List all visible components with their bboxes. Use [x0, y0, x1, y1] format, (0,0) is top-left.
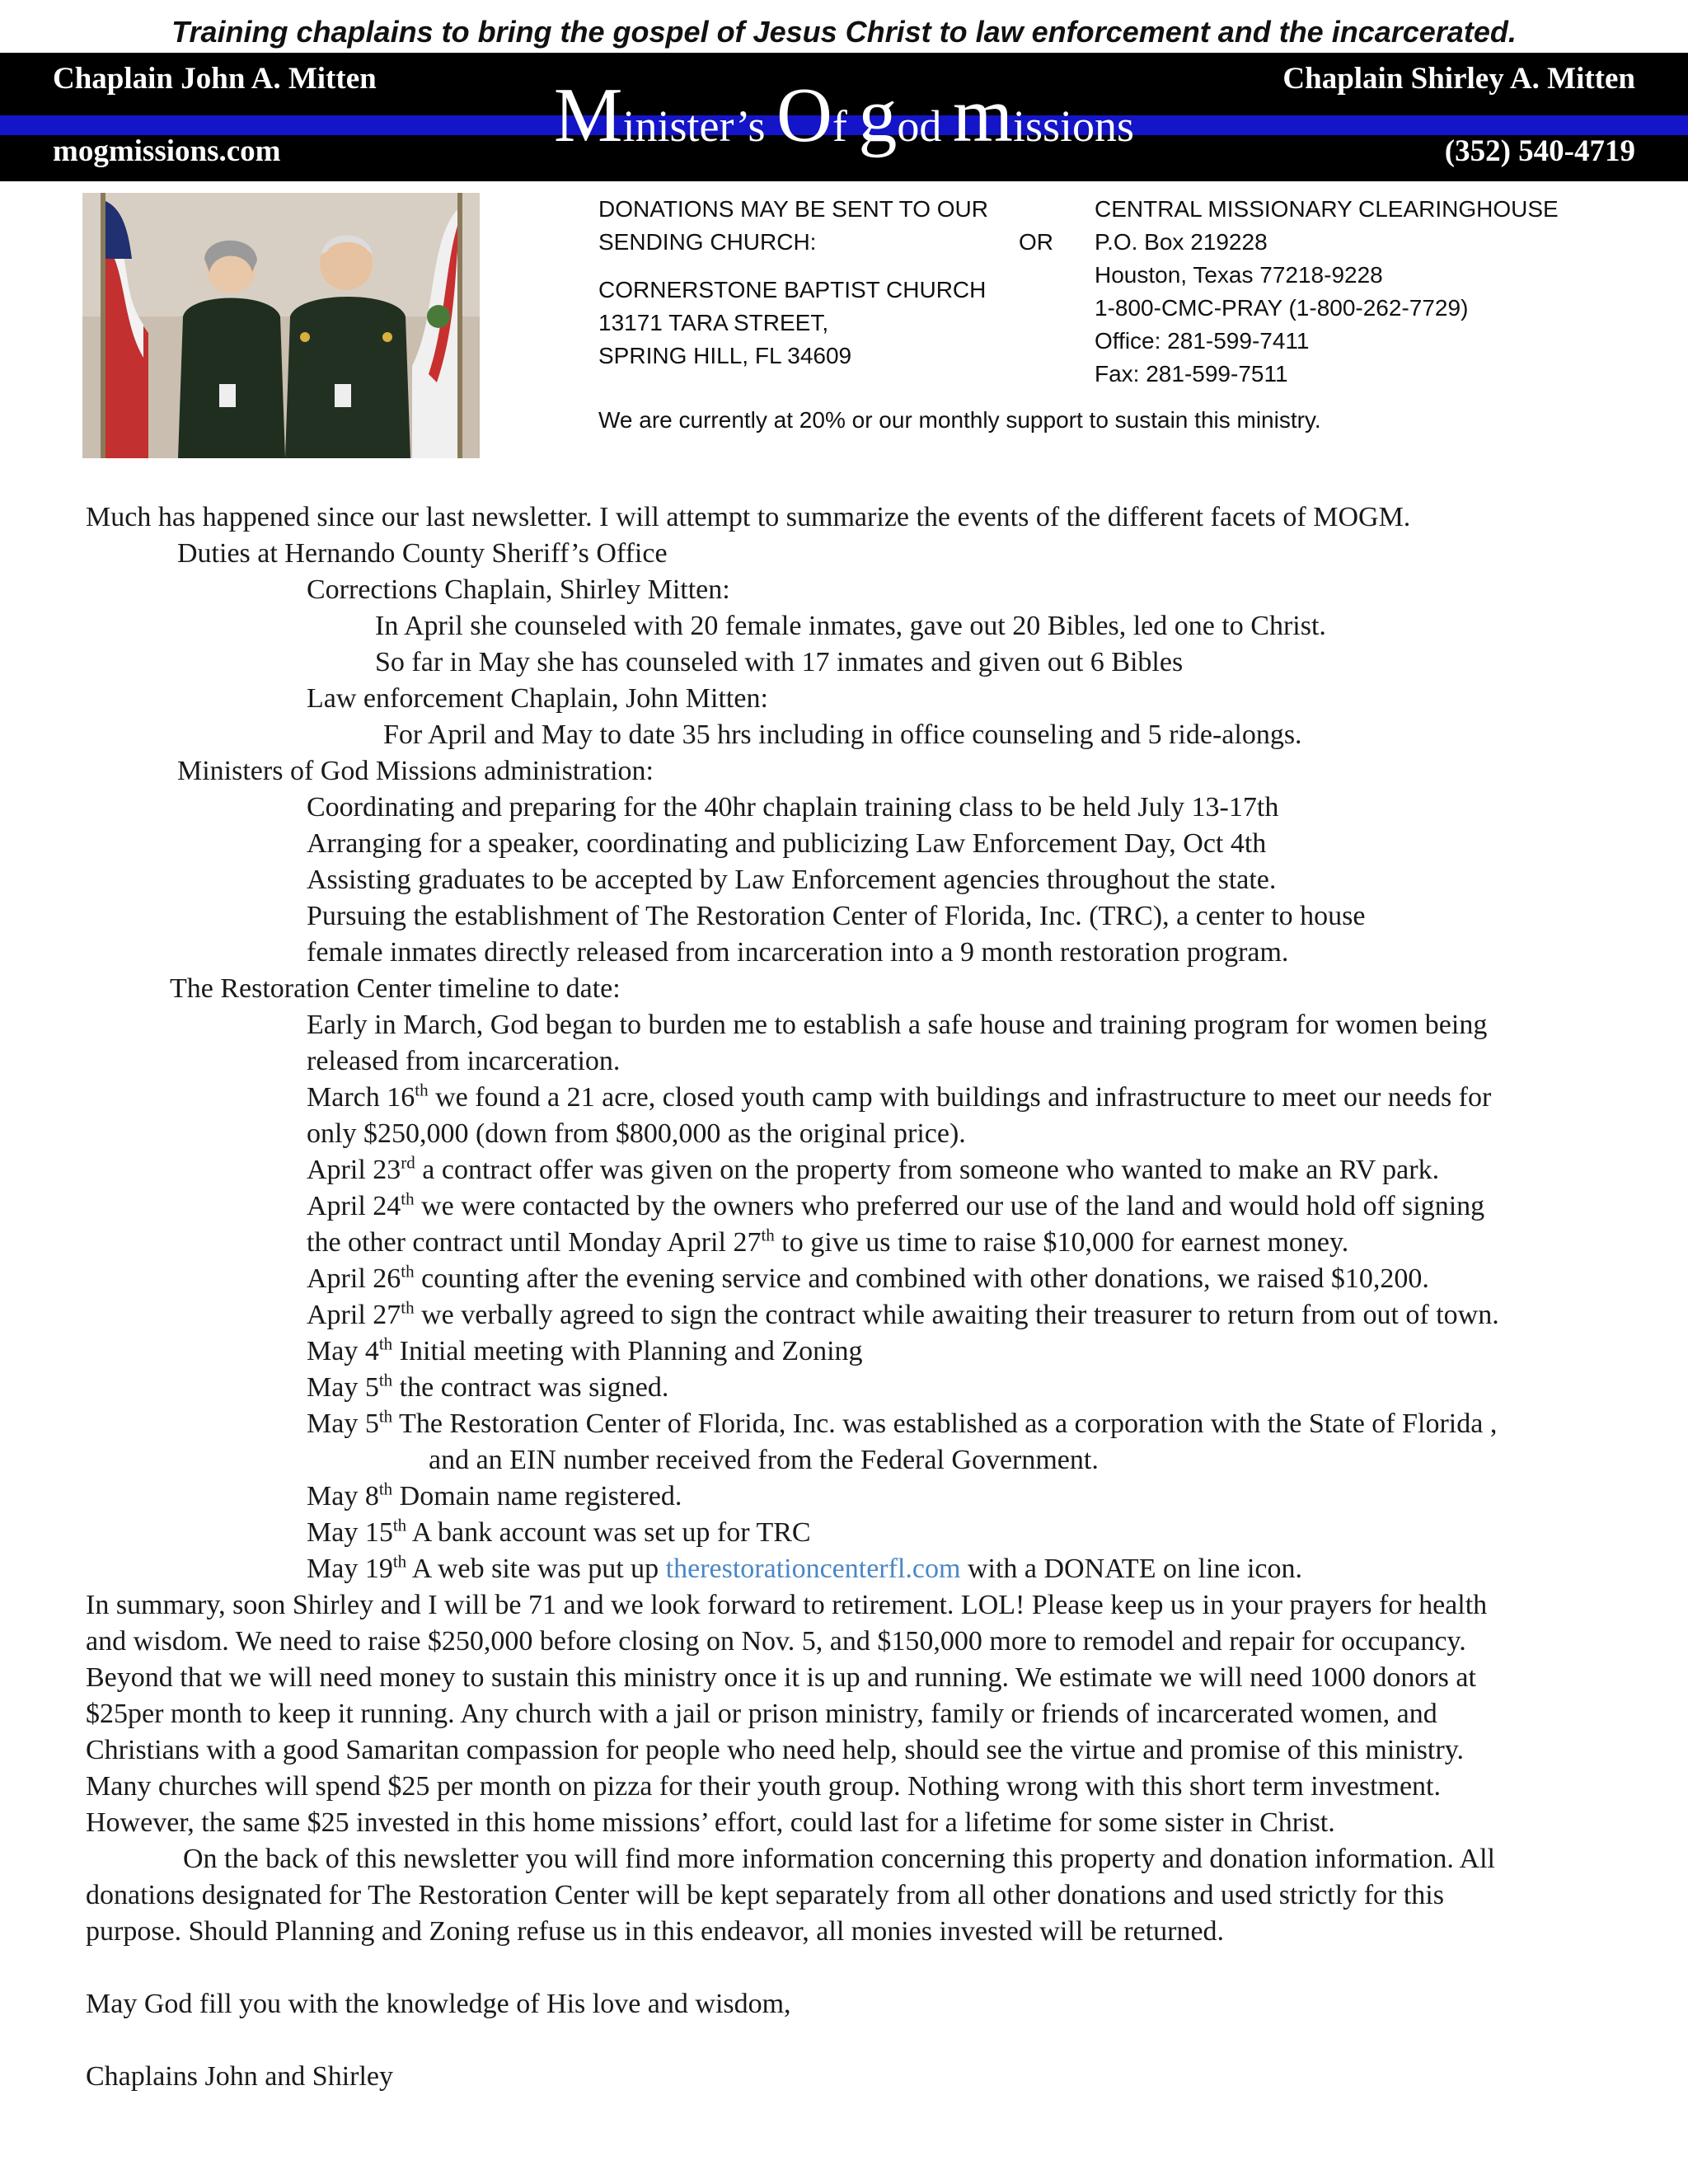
- chaplains-photo-image: [82, 193, 480, 458]
- clearinghouse-po-box: P.O. Box 219228: [1095, 229, 1268, 255]
- back-page-line: purpose. Should Planning and Zoning refuse us in this endeavor, all monies invested will be returned.: [86, 1916, 1225, 1947]
- duties-heading: Duties at Hernando County Sheriff’s Office: [177, 538, 668, 569]
- timeline-item: May 5th the contract was signed.: [307, 1370, 669, 1403]
- timeline-item: April 26th counting after the evening service and combined with other donations, we raised $10,200.: [307, 1261, 1429, 1294]
- timeline-item-cont: released from incarceration.: [307, 1046, 621, 1076]
- header-banner: [0, 53, 1688, 181]
- admin-line-1: Coordinating and preparing for the 40hr chaplain training class to be held July 13-17th: [307, 792, 1279, 823]
- summary-line: Many churches will spend $25 per month on pizza for their youth group. Nothing wrong with this short term investment.: [86, 1771, 1442, 1802]
- summary-line: and wisdom. We need to raise $250,000 before closing on Nov. 5, and $150,000 more to remodel and repair for occupancy.: [86, 1626, 1466, 1657]
- admin-line-3: Assisting graduates to be accepted by Law Enforcement agencies throughout the state.: [307, 865, 1277, 895]
- timeline-item: May 8th Domain name registered.: [307, 1479, 682, 1511]
- timeline-item: May 19th A web site was put up therestorationcenterfl.com with a DONATE on line icon.: [307, 1551, 1302, 1584]
- admin-line-4a: Pursuing the establishment of The Restoration Center of Florida, Inc. (TRC), a center to house: [307, 901, 1366, 931]
- sending-church-info: [598, 193, 1027, 373]
- church-street: 13171 TARA STREET,: [598, 310, 829, 335]
- timeline-item: April 24th we were contacted by the owners who preferred our use of the land and would hold off signing: [307, 1188, 1485, 1221]
- chaplains-photo: [82, 193, 480, 458]
- law-enforcement-heading: Law enforcement Chaplain, John Mitten:: [307, 683, 768, 714]
- summary-line: In summary, soon Shirley and I will be 71 and we look forward to retirement. LOL! Please keep us in your prayers for health: [86, 1590, 1488, 1620]
- admin-line-2: Arranging for a speaker, coordinating and publicizing Law Enforcement Day, Oct 4th: [307, 828, 1267, 859]
- mission-tagline: Training chaplains to bring the gospel of Jesus Christ to law enforcement and the incarcerated.: [171, 15, 1517, 49]
- restoration-center-website-link[interactable]: therestorationcenterfl.com: [665, 1554, 961, 1584]
- website-link[interactable]: mogmissions.com: [53, 134, 281, 168]
- timeline-item: April 27th we verbally agreed to sign the contract while awaiting their treasurer to return from out of town.: [307, 1297, 1499, 1330]
- clearinghouse-office-phone: Office: 281-599-7411: [1095, 328, 1310, 354]
- corrections-line-1: In April she counseled with 20 female inmates, gave out 20 Bibles, led one to Christ.: [375, 611, 1326, 641]
- summary-line: Beyond that we will need money to sustain this ministry once it is up and running. We estimate we will need 1000 donors at: [86, 1662, 1476, 1693]
- timeline-item: March 16th we found a 21 acre, closed youth camp with buildings and infrastructure to meet our needs for: [307, 1080, 1492, 1113]
- chaplain-john-name: Chaplain John A. Mitten: [53, 62, 377, 96]
- clearinghouse-fax: Fax: 281-599-7511: [1095, 361, 1288, 387]
- law-enforcement-line-1: For April and May to date 35 hrs including in office counseling and 5 ride-alongs.: [383, 719, 1302, 750]
- timeline-item: Early in March, God began to burden me to establish a safe house and training program for women being: [307, 1010, 1488, 1040]
- timeline-item-cont: and an EIN number received from the Federal Government.: [429, 1445, 1099, 1475]
- summary-line: $25per month to keep it running. Any church with a jail or prison ministry, family or friends of incarcerated women, and: [86, 1699, 1437, 1729]
- letter-intro: Much has happened since our last newsletter. I will attempt to summarize the events of the different facets of MOGM.: [86, 502, 1411, 532]
- or-label: OR: [1019, 229, 1053, 255]
- ministry-logo: Minister’s Of god missions: [553, 73, 1135, 158]
- clearinghouse-name: CENTRAL MISSIONARY CLEARINGHOUSE: [1095, 196, 1559, 222]
- summary-line: However, the same $25 invested in this home missions’ effort, could last for a lifetime for some sister in Christ.: [86, 1807, 1335, 1838]
- timeline-item: May 4th Initial meeting with Planning and Zoning: [307, 1333, 863, 1366]
- clearinghouse-city: Houston, Texas 77218-9228: [1095, 262, 1383, 288]
- church-city: SPRING HILL, FL 34609: [598, 343, 852, 368]
- timeline-item: May 15th A bank account was set up for TRC: [307, 1515, 811, 1548]
- trc-timeline-heading: The Restoration Center timeline to date:: [170, 973, 621, 1004]
- timeline-item-cont: only $250,000 (down from $800,000 as the original price).: [307, 1118, 966, 1149]
- phone-number: (352) 540-4719: [1444, 134, 1635, 168]
- clearinghouse-info: [1095, 193, 1622, 391]
- back-page-line: donations designated for The Restoration Center will be kept separately from all other donations and used strictly for this: [86, 1880, 1444, 1910]
- church-name: CORNERSTONE BAPTIST CHURCH: [598, 277, 987, 302]
- admin-line-4b: female inmates directly released from incarceration into a 9 month restoration program.: [307, 937, 1289, 968]
- summary-line: Christians with a good Samaritan compassion for people who need help, should see the virtue and promise of this ministry.: [86, 1735, 1464, 1765]
- timeline-item-cont: the other contract until Monday April 27th to give us time to raise $10,000 for earnest money.: [307, 1225, 1349, 1258]
- clearinghouse-tollfree: 1-800-CMC-PRAY (1-800-262-7729): [1095, 295, 1469, 321]
- support-note: We are currently at 20% or our monthly support to sustain this ministry.: [598, 407, 1321, 433]
- timeline-item: April 23rd a contract offer was given on the property from someone who wanted to make an RV park.: [307, 1152, 1440, 1185]
- signature: Chaplains John and Shirley: [86, 2061, 394, 2092]
- back-page-line: On the back of this newsletter you will find more information concerning this property and donation information. All: [183, 1844, 1495, 1874]
- chaplain-shirley-name: Chaplain Shirley A. Mitten: [1282, 62, 1635, 96]
- donations-heading-line1: DONATIONS MAY BE SENT TO OUR: [598, 196, 988, 222]
- closing-blessing: May God fill you with the knowledge of His love and wisdom,: [86, 1989, 791, 2019]
- timeline-item: May 5th The Restoration Center of Florida, Inc. was established as a corporation with the State of Florida ,: [307, 1406, 1498, 1439]
- corrections-line-2: So far in May she has counseled with 17 inmates and given out 6 Bibles: [375, 647, 1184, 677]
- donations-heading-line2: SENDING CHURCH:: [598, 229, 817, 255]
- admin-heading: Ministers of God Missions administration:: [177, 756, 654, 786]
- corrections-heading: Corrections Chaplain, Shirley Mitten:: [307, 574, 730, 605]
